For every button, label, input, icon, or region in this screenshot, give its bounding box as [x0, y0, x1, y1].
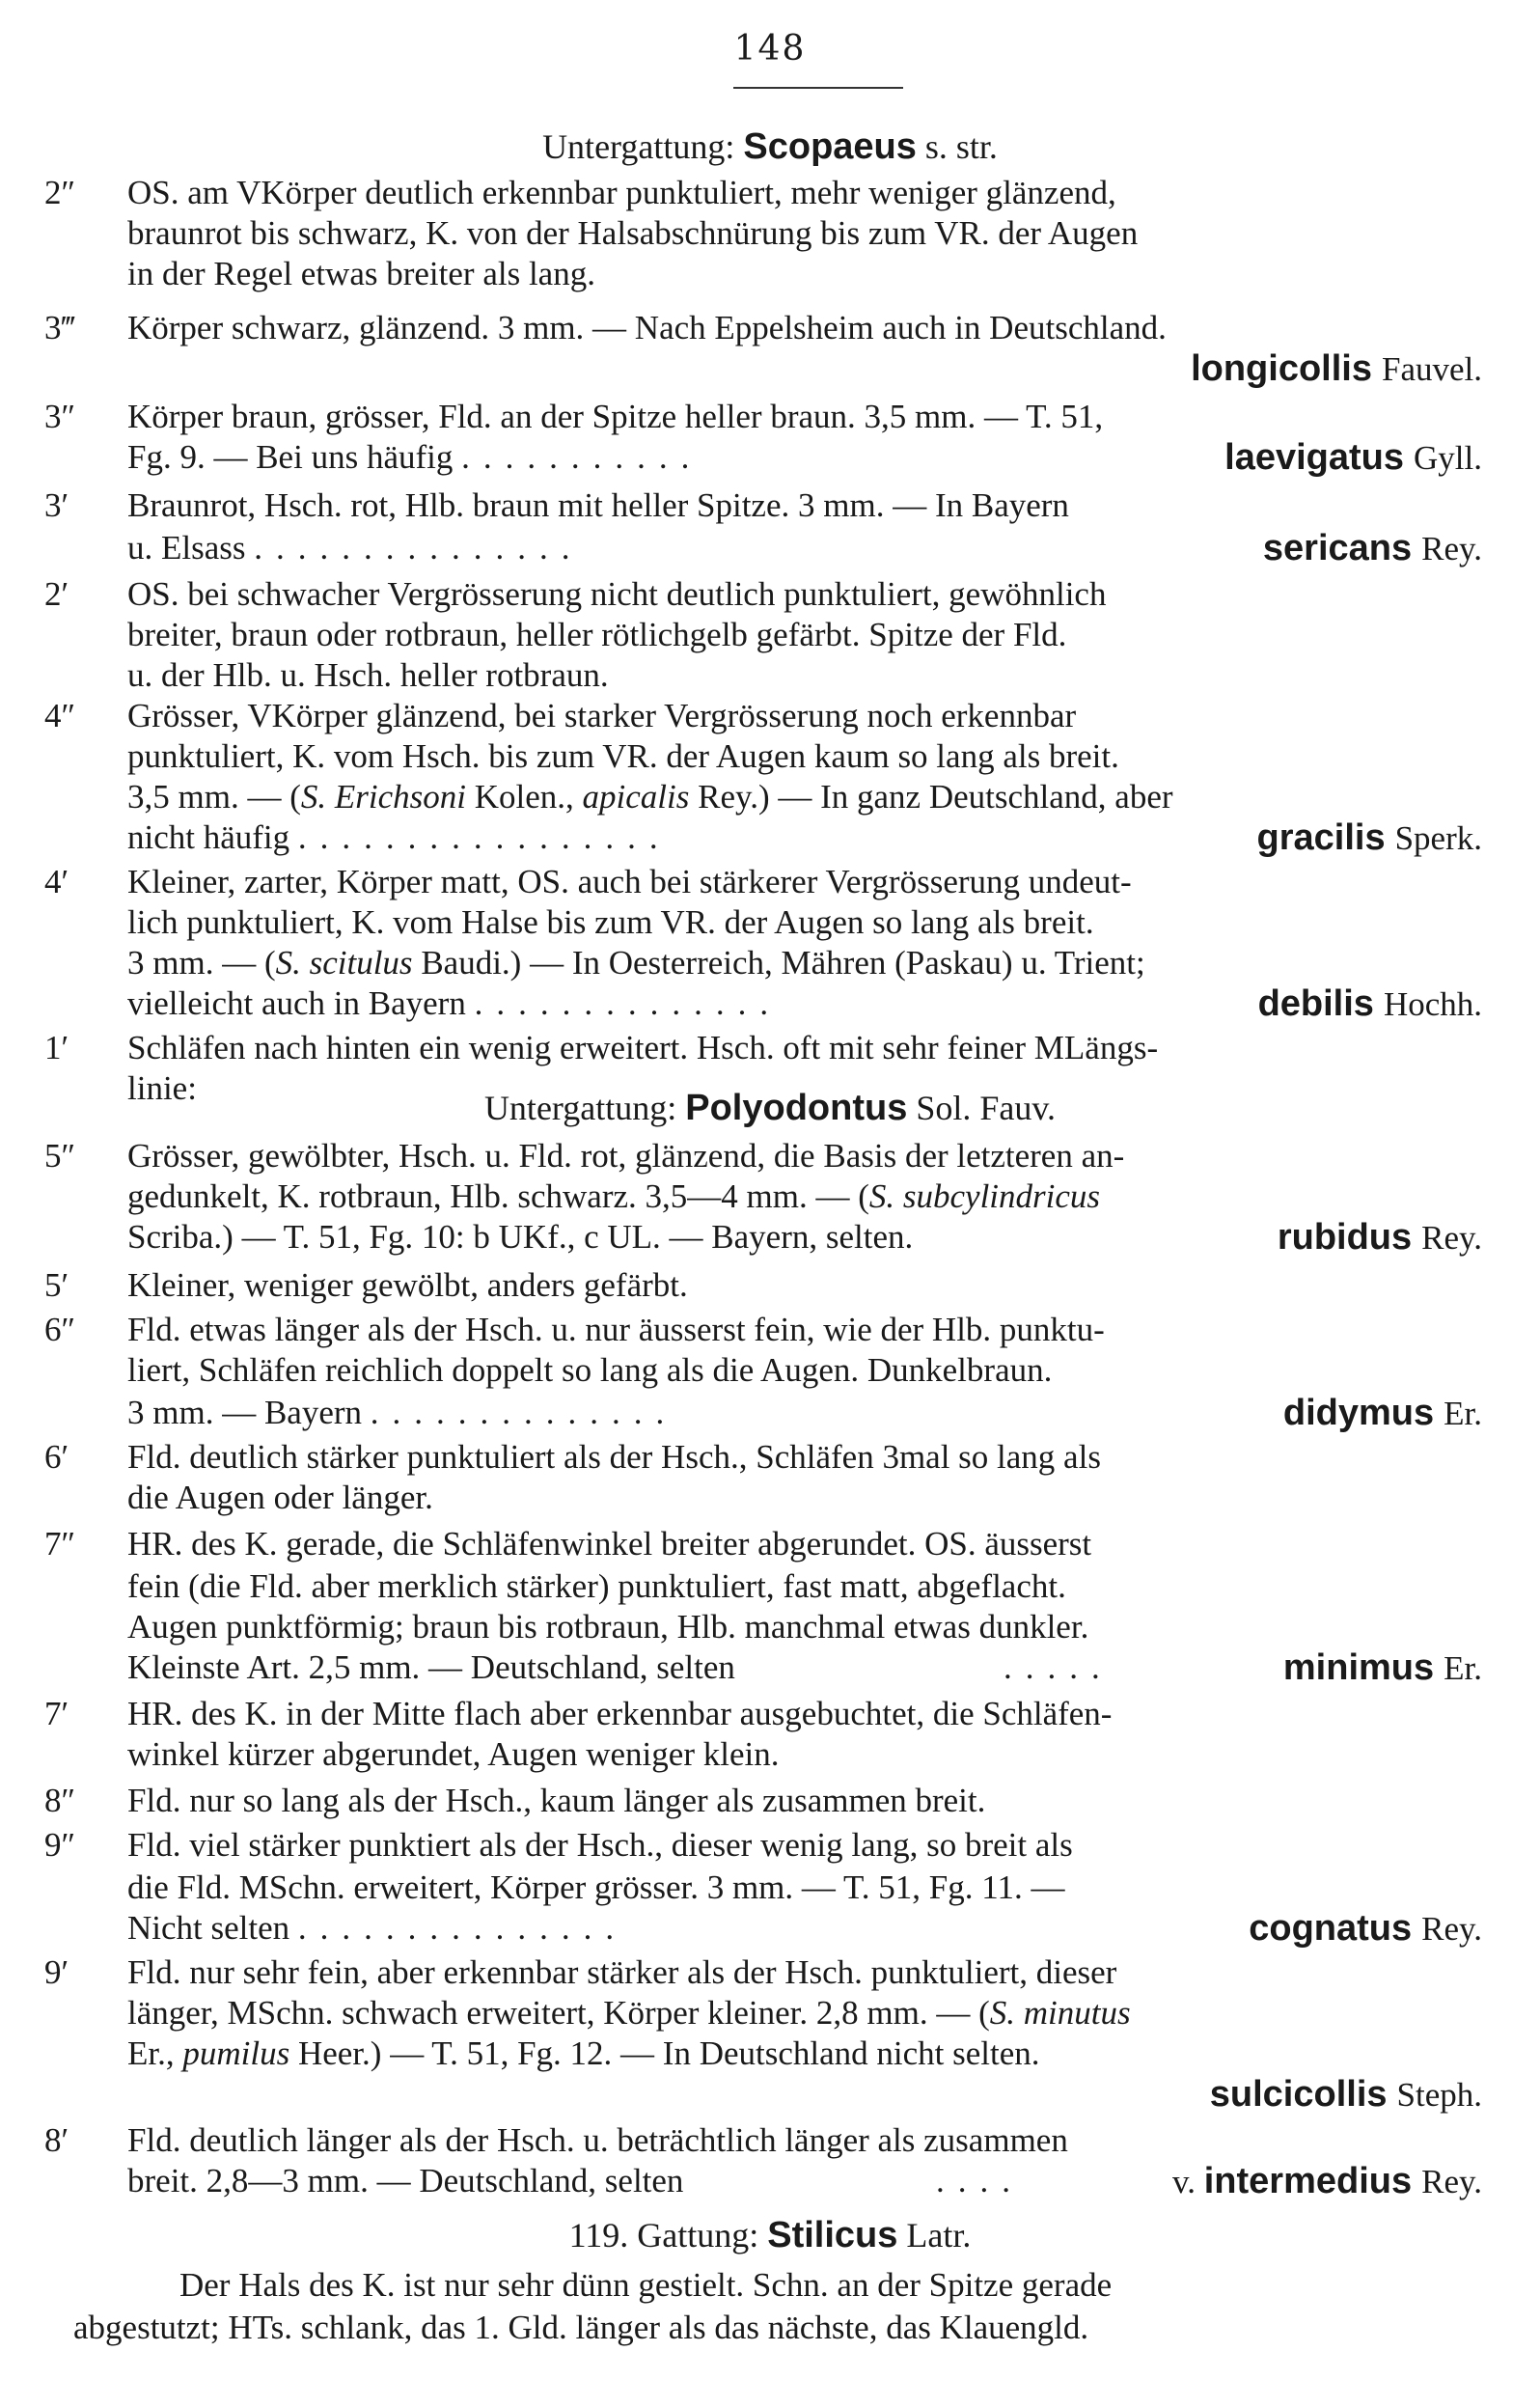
- species-author: Rey.: [1421, 530, 1482, 567]
- text-line: Augen punktförmig; braun bis rotbraun, Hlb. manchmal etwas dunkler.: [127, 1608, 1089, 1646]
- species-author: Steph.: [1396, 2076, 1482, 2114]
- species-name: rubidus: [1277, 1217, 1413, 1258]
- text-line: [127, 1394, 677, 1432]
- text-span: Kolen.,: [465, 778, 583, 816]
- species-name: sericans: [1262, 528, 1413, 568]
- text-line: Körper braun, grösser, Fld. an der Spitze heller braun. 3,5 mm. — T. 51,: [127, 398, 1104, 435]
- text-line: [127, 944, 1145, 982]
- text-line: in der Regel etwas breiter als lang.: [127, 255, 595, 292]
- text-line: OS. bei schwacher Vergrösserung nicht deutlich punktuliert, gewöhnlich: [127, 575, 1107, 613]
- text-line: die Augen oder länger.: [127, 1479, 433, 1516]
- text-span: u. Elsass: [127, 529, 246, 567]
- text-line: Fld. deutlich stärker punktuliert als der Hsch., Schläfen 3mal so lang als: [127, 1438, 1101, 1476]
- text-line: Grösser, VKörper glänzend, bei starker Vergrösserung noch erkennbar: [127, 697, 1077, 734]
- couplet-number: 4′: [44, 863, 69, 900]
- text-line: braunrot bis schwarz, K. von der Halsabschnürung bis zum VR. der Augen: [127, 214, 1139, 252]
- species-author: Rey.: [1421, 1219, 1482, 1257]
- synonym-name: S. Erichsoni: [300, 778, 466, 816]
- leader-dots: ....: [936, 2162, 1024, 2200]
- text-span: Er.,: [127, 2034, 183, 2072]
- couplet-number: 7′: [44, 1695, 69, 1732]
- species-name: didymus: [1282, 1393, 1435, 1433]
- text-line: Fld. deutlich länger als der Hsch. u. beträchtlich länger als zusammen: [127, 2121, 1068, 2159]
- text-line: fein (die Fld. aber merklich stärker) punktuliert, fast matt, abgeflacht.: [127, 1567, 1066, 1605]
- couplet-number: 7″: [44, 1525, 76, 1563]
- text-span: 3 mm. — (: [127, 944, 276, 982]
- text-line: die Fld. MSchn. erweitert, Körper grösser. 3 mm. — T. 51, Fg. 11. —: [127, 1868, 1065, 1906]
- heading-suffix: s. str.: [924, 127, 998, 166]
- text-span: breit. 2,8—3 mm. — Deutschland, selten: [127, 2162, 684, 2200]
- couplet-number: 6″: [44, 1311, 76, 1348]
- text-line: Fld. viel stärker punktiert als der Hsch., dieser wenig lang, so breit als: [127, 1826, 1073, 1864]
- species-author: Rey.: [1421, 1910, 1482, 1948]
- text-span: Rey.) — In ganz Deutschland, aber: [689, 778, 1173, 816]
- text-span: Heer.) — T. 51, Fg. 12. — In Deutschland nicht selten.: [289, 2034, 1040, 2072]
- text-line: Schläfen nach hinten ein wenig erweitert. Hsch. oft mit sehr feiner MLängs-: [127, 1029, 1159, 1066]
- species-line: [1257, 818, 1482, 858]
- text-line: [127, 1994, 1131, 2033]
- leader-dots: .....: [1004, 1648, 1114, 1686]
- species-line: [1283, 1394, 1482, 1433]
- species-line: [1172, 2162, 1482, 2201]
- genus-heading: [0, 2216, 1540, 2255]
- species-name: cognatus: [1249, 1908, 1413, 1949]
- text-line: Fld. nur sehr fein, aber erkennbar stärker als der Hsch. punktuliert, dieser: [127, 1953, 1117, 1991]
- species-author: Hochh.: [1383, 985, 1482, 1023]
- synonym-name: S. scitulus: [275, 944, 413, 982]
- text-span: länger, MSchn. schwach erweitert, Körper kleiner. 2,8 mm. — (: [127, 1994, 990, 2032]
- text-span: vielleicht auch in Bayern: [127, 984, 466, 1022]
- text-line: winkel kürzer abgerundet, Augen weniger klein.: [127, 1735, 780, 1773]
- couplet-number: 2″: [44, 174, 76, 211]
- couplet-number: 3‴: [44, 309, 76, 346]
- text-line: [127, 2162, 683, 2200]
- species-name: sulcicollis: [1209, 2074, 1388, 2115]
- text-span: 3,5 mm. — (: [127, 778, 301, 816]
- couplet-number: 2′: [44, 575, 69, 613]
- genus-description-line: Der Hals des K. ist nur sehr dünn gestielt. Schn. an der Spitze gerade: [179, 2266, 1113, 2304]
- text-line: [127, 818, 672, 857]
- heading-prefix: Untergattung:: [483, 1089, 677, 1127]
- subgenus-heading-polyodontus: [0, 1089, 1540, 1127]
- text-line: [127, 778, 1173, 816]
- text-line: [127, 529, 584, 567]
- synonym-name: S. subcylindricus: [868, 1177, 1101, 1215]
- text-line: [127, 1909, 627, 1948]
- variety-prefix: v.: [1172, 2163, 1196, 2200]
- text-line: Kleiner, weniger gewölbt, anders gefärbt.: [127, 1266, 688, 1304]
- text-span: 3 mm. — Bayern: [127, 1394, 363, 1431]
- species-line: [1249, 1909, 1482, 1949]
- couplet-number: 5′: [44, 1266, 69, 1304]
- couplet-number: 9″: [44, 1826, 76, 1864]
- species-name: longicollis: [1191, 348, 1372, 389]
- species-line: [1210, 2075, 1482, 2115]
- text-line: [127, 984, 782, 1023]
- heading-genus: Scopaeus: [743, 126, 917, 167]
- header-rule: [733, 87, 903, 89]
- couplet-number: 1′: [44, 1029, 69, 1066]
- text-line: Braunrot, Hsch. rot, Hlb. braun mit heller Spitze. 3 mm. — In Bayern: [127, 486, 1069, 524]
- heading-genus: Polyodontus: [685, 1088, 908, 1128]
- couplet-number: 9′: [44, 1953, 69, 1991]
- subgenus-heading-scopaeus: [0, 127, 1540, 166]
- species-author: Er.: [1444, 1649, 1482, 1687]
- leader-dots: .................: [297, 818, 672, 856]
- text-line: liert, Schläfen reichlich doppelt so lang als die Augen. Dunkelbraun.: [127, 1351, 1053, 1389]
- text-line: u. der Hlb. u. Hsch. heller rotbraun.: [127, 656, 609, 694]
- text-span: Nicht selten: [127, 1909, 290, 1947]
- species-line: [1283, 1648, 1482, 1688]
- synonym-name: apicalis: [582, 778, 690, 816]
- text-line: HR. des K. in der Mitte flach aber erkennbar ausgebuchtet, die Schläfen-: [127, 1695, 1113, 1732]
- couplet-number: 3′: [44, 486, 69, 524]
- text-line: HR. des K. gerade, die Schläfenwinkel breiter abgerundet. OS. äusserst: [127, 1525, 1092, 1563]
- text-span: Kleinste Art. 2,5 mm. — Deutschland, selten: [127, 1648, 735, 1686]
- leader-dots: ..............: [474, 984, 783, 1022]
- text-line: [1004, 1648, 1114, 1687]
- couplet-number: 5″: [44, 1137, 76, 1175]
- species-line: [1191, 349, 1482, 389]
- text-line: [127, 2034, 1040, 2073]
- species-name: debilis: [1257, 983, 1374, 1024]
- text-line: Grösser, gewölbter, Hsch. u. Fld. rot, glänzend, die Basis der letzteren an-: [127, 1137, 1125, 1175]
- text-span: gedunkelt, K. rotbraun, Hlb. schwarz. 3,5—4 mm. — (: [127, 1177, 869, 1215]
- species-line: [1278, 1218, 1482, 1258]
- species-name: laevigatus: [1224, 437, 1405, 478]
- text-line: OS. am VKörper deutlich erkennbar punktuliert, mehr weniger glänzend,: [127, 174, 1116, 211]
- text-line: Kleiner, zarter, Körper matt, OS. auch bei stärkerer Vergrösserung undeut-: [127, 863, 1132, 900]
- heading-prefix: 119. Gattung:: [568, 2216, 759, 2255]
- genus-description-line: abgestutzt; HTs. schlank, das 1. Gld. länger als das nächste, das Klauengld.: [73, 2309, 1089, 2346]
- species-author: Rey.: [1421, 2163, 1482, 2200]
- species-author: Fauvel.: [1381, 350, 1482, 388]
- page-number: 148: [733, 29, 807, 69]
- text-span: Baudi.) — In Oesterreich, Mähren (Paskau) u. Trient;: [412, 944, 1145, 982]
- text-span: nicht häufig: [127, 818, 290, 856]
- text-line: breiter, braun oder rotbraun, heller rötlichgelb gefärbt. Spitze der Fld.: [127, 616, 1067, 653]
- leader-dots: ...........: [461, 438, 703, 476]
- heading-genus: Stilicus: [767, 2215, 898, 2255]
- heading-prefix: Untergattung:: [542, 127, 735, 166]
- text-line: Körper schwarz, glänzend. 3 mm. — Nach Eppelsheim auch in Deutschland.: [127, 309, 1167, 346]
- couplet-number: 6′: [44, 1438, 69, 1476]
- text-span: Fg. 9. — Bei uns häufig: [127, 438, 454, 476]
- couplet-number: 3″: [44, 398, 76, 435]
- couplet-number: 4″: [44, 697, 76, 734]
- heading-suffix: Sol. Fauv.: [916, 1089, 1057, 1127]
- leader-dots: ...............: [297, 1909, 628, 1947]
- couplet-number: 8″: [44, 1782, 76, 1819]
- text-line: [127, 438, 702, 477]
- heading-suffix: Latr.: [906, 2216, 972, 2255]
- text-line: linie:: [127, 1069, 197, 1107]
- text-line: lich punktuliert, K. vom Halse bis zum VR. der Augen so lang als breit.: [127, 903, 1094, 941]
- text-line: [127, 1177, 1100, 1216]
- text-line: punktuliert, K. vom Hsch. bis zum VR. der Augen kaum so lang als breit.: [127, 737, 1119, 775]
- text-line: Fld. etwas länger als der Hsch. u. nur äusserst fein, wie der Hlb. punktu-: [127, 1311, 1105, 1348]
- synonym-name: S. minutus: [989, 1994, 1131, 2032]
- text-line: Fld. nur so lang als der Hsch., kaum länger als zusammen breit.: [127, 1782, 986, 1819]
- text-line: Scriba.) — T. 51, Fg. 10: b UKf., c UL. — Bayern, selten.: [127, 1218, 914, 1256]
- species-author: Er.: [1444, 1395, 1482, 1432]
- species-line: [1263, 529, 1482, 568]
- text-line: [936, 2162, 1024, 2200]
- couplet-number: 8′: [44, 2121, 69, 2159]
- species-name: gracilis: [1256, 817, 1386, 858]
- species-name: intermedius: [1203, 2161, 1413, 2201]
- synonym-name: pumilus: [182, 2034, 290, 2072]
- species-name: minimus: [1282, 1647, 1435, 1688]
- species-line: [1258, 984, 1482, 1024]
- text-line: [127, 1648, 735, 1687]
- leader-dots: ..............: [370, 1394, 678, 1431]
- leader-dots: ...............: [254, 529, 584, 567]
- species-line: [1224, 438, 1482, 478]
- species-author: Sperk.: [1394, 819, 1482, 857]
- species-author: Gyll.: [1414, 439, 1482, 477]
